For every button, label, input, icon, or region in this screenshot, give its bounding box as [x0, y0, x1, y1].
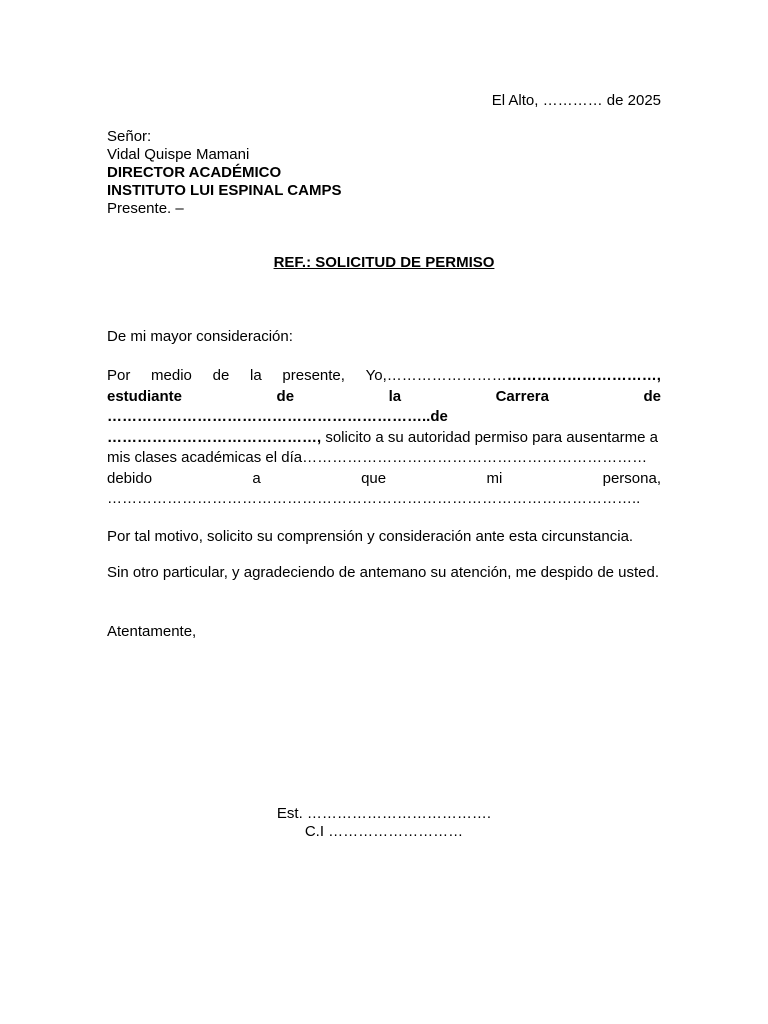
body-word: de — [212, 367, 230, 384]
body-word: de — [643, 387, 661, 405]
body-word: la — [250, 367, 262, 384]
reason-blank-line: …………………………………………………………………………………………….. — [107, 490, 641, 507]
body-line-6 — [107, 469, 661, 490]
body-word: mi — [486, 469, 503, 487]
ci-line: C.I ……………………… — [304, 823, 464, 840]
date-line: El Alto, ………… de 2025 — [491, 92, 661, 109]
recipient-presente: Presente. – — [107, 200, 184, 217]
body-line-4 — [107, 428, 661, 449]
blank-bold: ……………………………………, — [107, 428, 322, 446]
signature-block — [0, 805, 768, 841]
body-word: persona, — [602, 469, 661, 487]
body-word: debido — [107, 469, 153, 487]
student-signature-line: Est. ………………………………. — [276, 805, 492, 822]
body-word: la — [388, 387, 402, 405]
body-word: Por — [107, 367, 131, 384]
body-line-1 — [107, 366, 661, 387]
reference-title: REF.: SOLICITUD DE PERMISO — [273, 254, 495, 271]
body-word: a — [252, 469, 261, 487]
recipient-position: DIRECTOR ACADÉMICO — [107, 164, 282, 181]
name-blank — [366, 366, 661, 387]
body-word: presente, — [282, 367, 345, 384]
recipient-block — [107, 128, 661, 218]
request-text: solicito a su autoridad permiso para ausentarme a — [321, 428, 659, 446]
recipient-name: Vidal Quispe Mamani — [107, 146, 250, 163]
body-word: medio — [151, 367, 192, 384]
recipient-institution: INSTITUTO LUI ESPINAL CAMPS — [107, 182, 342, 199]
body-line-2 — [107, 387, 661, 408]
body-word: estudiante — [107, 387, 183, 405]
body-word: Carrera — [495, 387, 549, 405]
request-paragraph — [107, 366, 661, 510]
greeting: De mi mayor consideración: — [107, 328, 293, 345]
closing-paragraph: Sin otro particular, y agradeciendo de antemano su atención, me despido de usted. — [107, 564, 660, 581]
career-blank-line: ………………………………………………………..de — [107, 408, 448, 425]
motive-paragraph: Por tal motivo, solicito su comprensión y consideración ante esta circunstancia. — [107, 528, 634, 545]
yo-label: Yo,…………………… — [365, 367, 507, 384]
recipient-salutation: Señor: — [107, 128, 152, 145]
farewell: Atentamente, — [107, 623, 197, 640]
body-word: de — [276, 387, 295, 405]
body-word: que — [361, 469, 387, 487]
date-blank-line: mis clases académicas el día…………………………………………………………… — [107, 449, 648, 466]
name-blank-bold: …………………………, — [506, 367, 661, 384]
